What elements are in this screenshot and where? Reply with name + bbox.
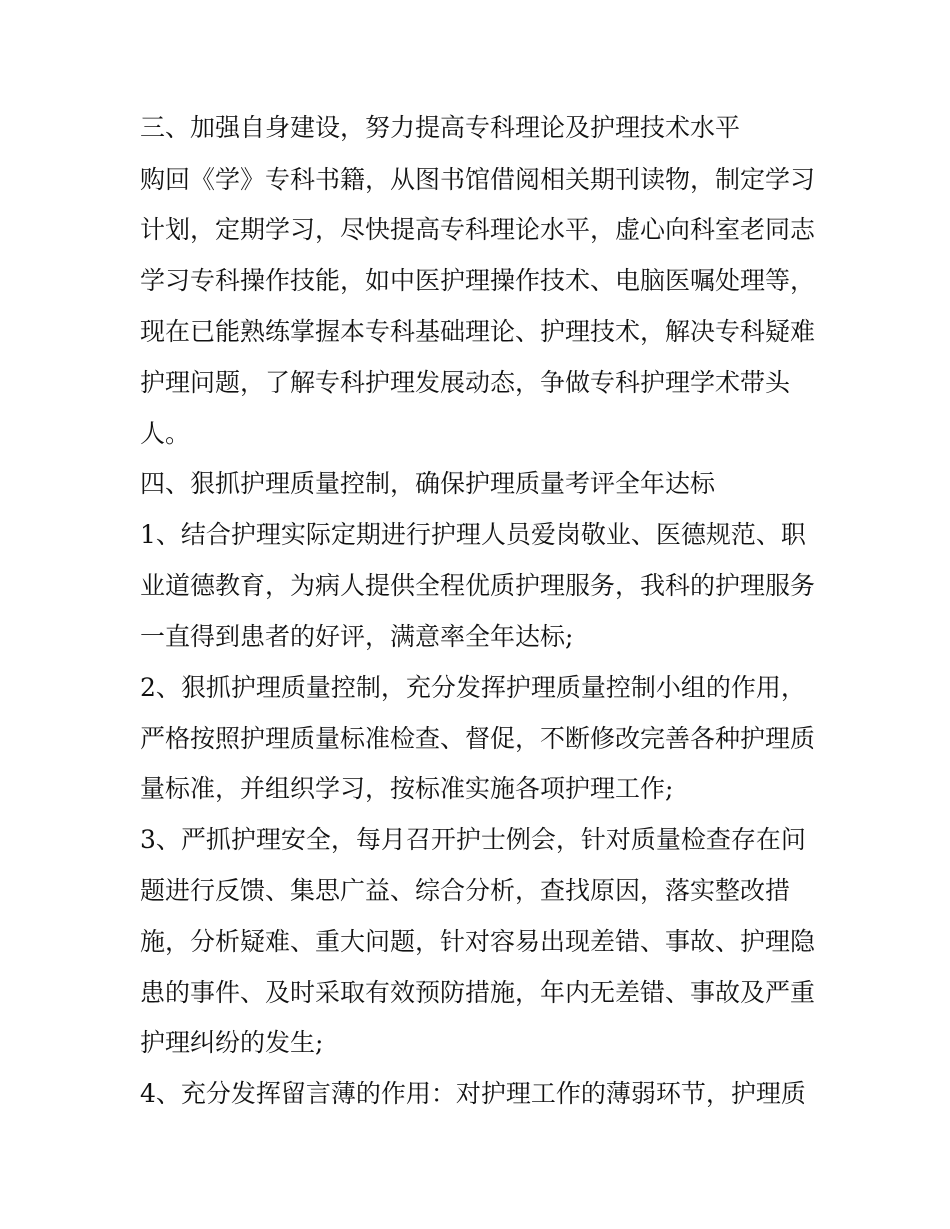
list-item-line: 2、狠抓护理质量控制，充分发挥护理质量控制小组的作用， <box>140 673 806 702</box>
paragraph-line: 护理问题，了解专科护理发展动态，争做专科护理学术带头 <box>140 368 791 397</box>
section-heading-4: 四、狠抓护理质量控制，确保护理质量考评全年达标 <box>140 469 716 498</box>
list-item-line: 一直得到患者的好评，满意率全年达标; <box>140 622 574 651</box>
section-heading-3: 三、加强自身建设，努力提高专科理论及护理技术水平 <box>140 113 741 142</box>
list-item-line: 护理纠纷的发生; <box>140 1028 324 1057</box>
paragraph-line: 计划，定期学习，尽快提高专科理论水平，虚心向科室老同志 <box>140 215 816 244</box>
list-item-line: 严格按照护理质量标准检查、督促，不断修改完善各种护理质 <box>140 724 816 753</box>
list-item-line: 1、结合护理实际定期进行护理人员爱岗敬业、医德规范、职 <box>140 520 806 549</box>
paragraph-line: 购回《学》专科书籍，从图书馆借阅相关期刊读物，制定学习 <box>140 165 816 194</box>
list-item-line: 患的事件、及时采取有效预防措施，年内无差错、事故及严重 <box>140 978 816 1007</box>
list-item-line: 题进行反馈、集思广益、综合分析，查找原因，落实整改措 <box>140 876 791 905</box>
paragraph-line: 学习专科操作技能，如中医护理操作技术、电脑医嘱处理等， <box>140 266 816 295</box>
paragraph-line: 现在已能熟练掌握本专科基础理论、护理技术，解决专科疑难 <box>140 317 816 346</box>
list-item-line: 业道德教育，为病人提供全程优质护理服务，我科的护理服务 <box>140 571 816 600</box>
list-item-line: 量标准，并组织学习，按标准实施各项护理工作; <box>140 774 674 803</box>
list-item-line: 4、充分发挥留言薄的作用：对护理工作的薄弱环节，护理质 <box>140 1079 806 1108</box>
list-item-line: 施，分析疑难、重大问题，针对容易出现差错、事故、护理隐 <box>140 927 816 956</box>
paragraph-line: 人。 <box>140 419 191 448</box>
list-item-line: 3、严抓护理安全，每月召开护士例会，针对质量检查存在问 <box>140 825 806 854</box>
